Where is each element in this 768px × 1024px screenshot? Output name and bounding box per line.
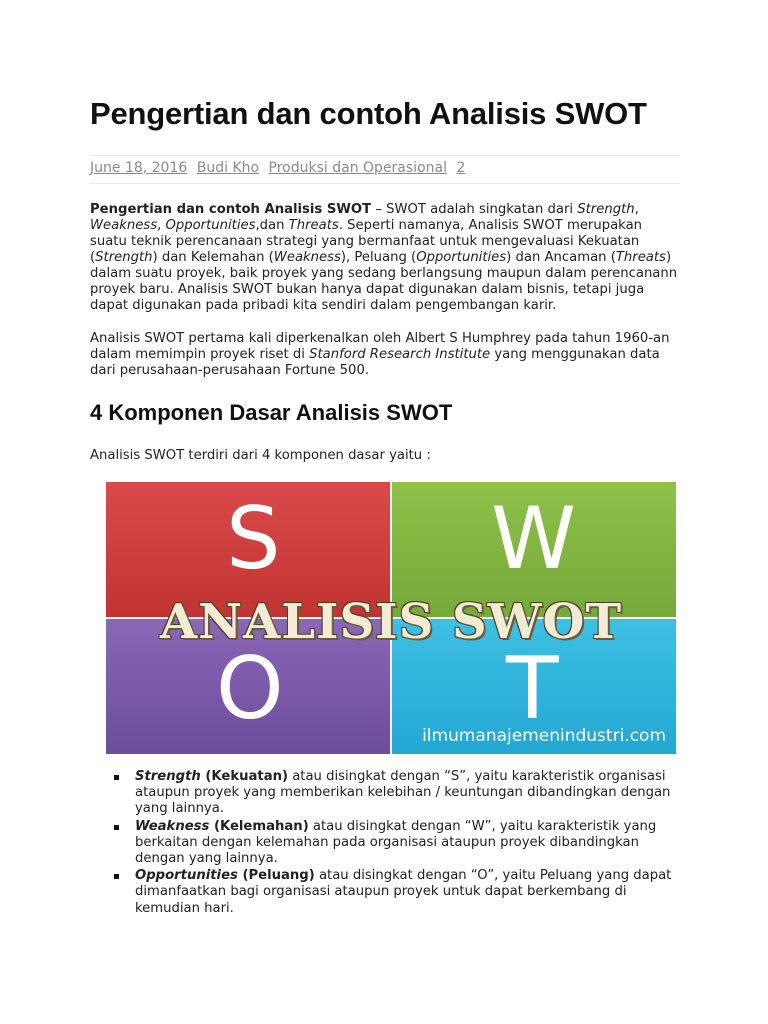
history-paragraph — [90, 331, 680, 379]
intro-term: Strength — [95, 250, 153, 265]
institute-name: Stanford Research Institute — [309, 347, 491, 362]
intro-text: ), Peluang ( — [340, 250, 417, 265]
intro-text: ) dalam suatu proyek, baik proyek yang sedang berlangsung maupun dalam perencanann proyek baru. Analisis SWOT bukan hanya dapat digunakan dalam bisnis, tetapi juga dapat digunakan pada pribadi kita sendiri dalam pengembangan karir. — [90, 250, 678, 313]
meta-top-divider — [90, 155, 680, 156]
intro-term: Strength — [577, 202, 635, 217]
intro-lead: Pengertian dan contoh Analisis SWOT — [90, 202, 372, 217]
component-text: atau disingkat dengan “O”, yaitu Peluang yang dapat dimanfaatkan bagi organisasi ataupun proyek untuk dapat berkembang di kemudian hari. — [135, 868, 672, 916]
image-watermark: ilmumanajemenindustri.com — [422, 726, 666, 746]
letter-o: O — [216, 639, 284, 739]
list-item — [90, 769, 680, 818]
intro-term: Opportunities — [416, 250, 507, 265]
square-bullet-icon — [114, 825, 119, 830]
intro-text: , — [634, 202, 639, 217]
letter-w: W — [491, 489, 577, 589]
swot-image — [106, 482, 676, 754]
letter-s: S — [226, 489, 281, 589]
category-link[interactable]: Produksi dan Operasional — [268, 160, 447, 176]
component-text: atau disingkat dengan “W”, yaitu karakteristik yang berkaitan dengan kelemahan pada organisasi ataupun proyek dibandingkan dengan yang lainnya. — [135, 818, 657, 867]
intro-term: Opportunities — [165, 218, 256, 233]
meta-bottom-divider — [90, 183, 680, 184]
intro-term: Threats — [288, 218, 339, 233]
square-bullet-icon — [114, 775, 119, 780]
component-term: Strength — [135, 769, 201, 784]
history-text: Analisis SWOT pertama kali diperkenalkan oleh Albert S Humphrey pada tahun 1960-an dalam memimpin proyek riset di — [90, 331, 670, 362]
intro-text: ) dan Ancaman ( — [506, 250, 616, 265]
square-bullet-icon — [114, 874, 119, 879]
intro-text: – SWOT adalah singkatan dari — [371, 202, 578, 217]
history-text: yang menggunakan data dari perusahaan-perusahaan Fortune 500. — [90, 347, 660, 378]
intro-text: ,dan — [255, 218, 289, 233]
comments-count-link[interactable]: 2 — [456, 160, 466, 176]
component-term: Opportunities — [135, 868, 238, 884]
section-intro: Analisis SWOT terdiri dari 4 komponen dasar yaitu : — [90, 448, 431, 463]
intro-text: , — [157, 218, 166, 233]
intro-term: Threats — [615, 250, 666, 265]
letter-t: T — [506, 639, 559, 739]
list-item — [90, 868, 680, 917]
intro-paragraph — [90, 202, 680, 314]
intro-term: Weakness — [90, 218, 158, 233]
intro-text: ) dan Kelemahan ( — [152, 250, 274, 265]
component-text: atau disingkat dengan “S”, yaitu karakteristik organisasi ataupun proyek yang memberikan kelebihan / keuntungan dibandingkan dengan yang lainnya. — [135, 769, 671, 817]
author-link[interactable]: Budi Kho — [196, 160, 260, 176]
swot-banner: ANALISIS SWOT — [159, 594, 623, 650]
intro-term: Weakness — [273, 250, 341, 265]
section-heading: 4 Komponen Dasar Analisis SWOT — [90, 400, 453, 425]
intro-text: . Seperti namanya, Analisis SWOT merupakan suatu teknik perencanaan strategi yang bermanfaat untuk mengevaluasi Kekuatan ( — [90, 218, 643, 265]
component-gloss: (Peluang) — [237, 868, 315, 884]
component-gloss: (Kekuatan) — [200, 769, 289, 784]
article-title: Pengertian dan contoh Analisis SWOT — [90, 96, 647, 131]
component-term: Weakness — [135, 818, 210, 834]
list-item — [90, 819, 680, 868]
post-date-link[interactable]: June 18, 2016 — [90, 160, 188, 176]
component-gloss: (Kelemahan) — [209, 818, 309, 834]
post-meta — [90, 160, 470, 176]
components-list — [90, 769, 680, 918]
